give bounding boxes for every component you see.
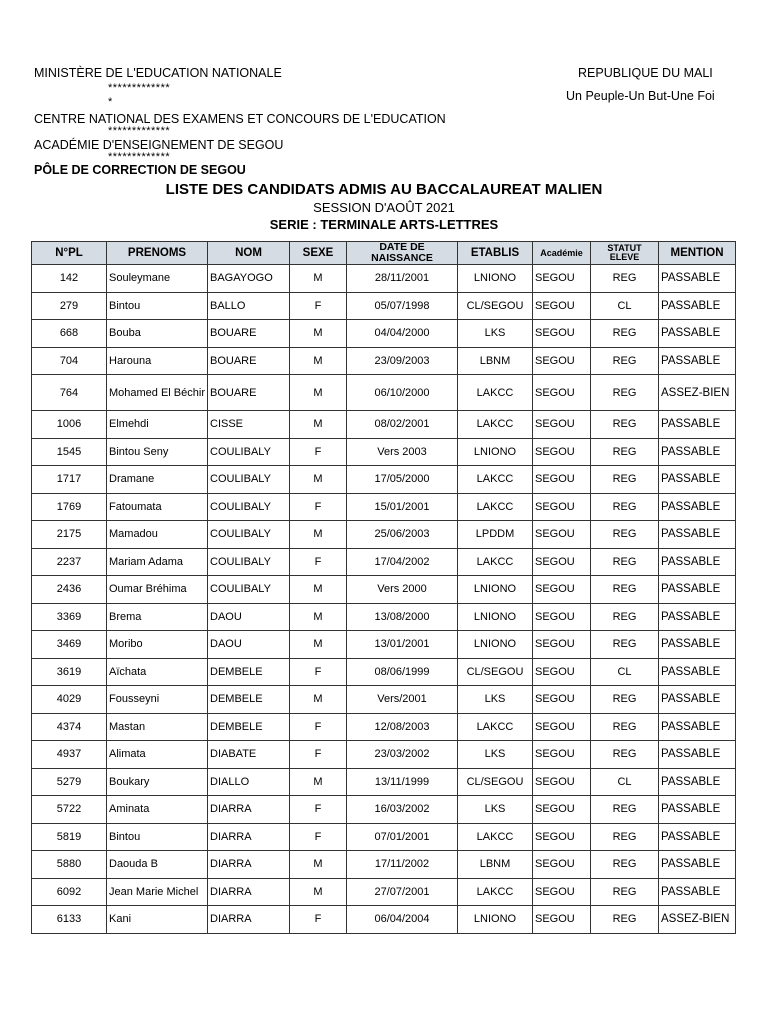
cell-etablis: LAKCC — [458, 493, 533, 521]
cell-prenom: Mariam Adama — [107, 548, 208, 576]
cell-prenom: Moribo — [107, 631, 208, 659]
cell-date: Vers 2000 — [347, 576, 458, 604]
cell-etablis: LKS — [458, 686, 533, 714]
cell-prenom: Mamadou — [107, 521, 208, 549]
cell-date: Vers 2003 — [347, 438, 458, 466]
table-row — [32, 796, 736, 824]
cell-npl: 279 — [32, 292, 107, 320]
cell-mention: PASSABLE — [659, 851, 736, 879]
cell-npl: 3369 — [32, 603, 107, 631]
cell-date: 12/08/2003 — [347, 713, 458, 741]
table-row — [32, 493, 736, 521]
table-row — [32, 823, 736, 851]
cell-mention: PASSABLE — [659, 603, 736, 631]
cell-etablis: LAKCC — [458, 466, 533, 494]
cell-mention: ASSEZ-BIEN — [659, 375, 736, 411]
cell-nom: COULIBALY — [208, 466, 290, 494]
cell-academie: SEGOU — [533, 631, 591, 659]
table-row — [32, 658, 736, 686]
cell-academie: SEGOU — [533, 548, 591, 576]
column-header: DATE DE NAISSANCE — [347, 242, 458, 265]
cell-npl: 4374 — [32, 713, 107, 741]
cell-prenom: Bintou — [107, 292, 208, 320]
cell-prenom: Alimata — [107, 741, 208, 769]
cell-date: 16/03/2002 — [347, 796, 458, 824]
cell-date: Vers/2001 — [347, 686, 458, 714]
candidates-table — [31, 241, 736, 934]
table-row — [32, 741, 736, 769]
cell-etablis: LAKCC — [458, 411, 533, 439]
cell-nom: DEMBELE — [208, 686, 290, 714]
cell-date: 05/07/1998 — [347, 292, 458, 320]
cell-npl: 1717 — [32, 466, 107, 494]
cell-prenom: Mohamed El Béchir — [107, 375, 208, 411]
cell-mention: PASSABLE — [659, 823, 736, 851]
cell-statut: REG — [591, 320, 659, 348]
cell-sexe: F — [290, 658, 347, 686]
cell-sexe: M — [290, 768, 347, 796]
cell-etablis: LAKCC — [458, 548, 533, 576]
cell-date: 23/03/2002 — [347, 741, 458, 769]
cell-mention: PASSABLE — [659, 878, 736, 906]
cell-academie: SEGOU — [533, 466, 591, 494]
cell-prenom: Bintou Seny — [107, 438, 208, 466]
cell-etablis: CL/SEGOU — [458, 768, 533, 796]
session-label: SESSION D'AOÛT 2021 — [313, 200, 455, 215]
cell-sexe: M — [290, 375, 347, 411]
cell-sexe: M — [290, 878, 347, 906]
cell-etablis: LAKCC — [458, 823, 533, 851]
cell-nom: DIABATE — [208, 741, 290, 769]
column-header: N°PL — [32, 242, 107, 265]
cell-nom: DAOU — [208, 631, 290, 659]
cell-npl: 704 — [32, 347, 107, 375]
cell-nom: BALLO — [208, 292, 290, 320]
table-row — [32, 548, 736, 576]
cell-nom: COULIBALY — [208, 576, 290, 604]
cell-sexe: M — [290, 521, 347, 549]
cell-mention: PASSABLE — [659, 576, 736, 604]
cell-date: 17/05/2000 — [347, 466, 458, 494]
cell-npl: 6092 — [32, 878, 107, 906]
cell-date: 27/07/2001 — [347, 878, 458, 906]
cell-npl: 764 — [32, 375, 107, 411]
cell-etablis: LBNM — [458, 347, 533, 375]
cell-etablis: LNIONO — [458, 603, 533, 631]
separator-stars: ************* — [108, 125, 171, 137]
cell-statut: REG — [591, 411, 659, 439]
column-header: PRENOMS — [107, 242, 208, 265]
table-row — [32, 851, 736, 879]
cell-academie: SEGOU — [533, 411, 591, 439]
cell-prenom: Jean Marie Michel — [107, 878, 208, 906]
cell-npl: 2175 — [32, 521, 107, 549]
cell-statut: REG — [591, 713, 659, 741]
cell-mention: PASSABLE — [659, 548, 736, 576]
table-row — [32, 906, 736, 934]
cell-etablis: CL/SEGOU — [458, 658, 533, 686]
table-row — [32, 603, 736, 631]
column-header: STATUT ELEVE — [591, 242, 659, 265]
serie-label: SERIE : TERMINALE ARTS-LETTRES — [269, 217, 499, 232]
cell-sexe: F — [290, 438, 347, 466]
separator-stars: ************* — [108, 151, 171, 163]
table-row — [32, 631, 736, 659]
cell-date: 23/09/2003 — [347, 347, 458, 375]
cell-npl: 1545 — [32, 438, 107, 466]
pole-name: PÔLE DE CORRECTION DE SEGOU — [34, 163, 246, 177]
table-row — [32, 375, 736, 411]
cell-npl: 4029 — [32, 686, 107, 714]
cell-npl: 668 — [32, 320, 107, 348]
table-row — [32, 768, 736, 796]
cell-sexe: M — [290, 320, 347, 348]
cell-sexe: F — [290, 741, 347, 769]
cell-date: 04/04/2000 — [347, 320, 458, 348]
cell-sexe: M — [290, 411, 347, 439]
cell-mention: PASSABLE — [659, 713, 736, 741]
cell-statut: CL — [591, 658, 659, 686]
cell-nom: DEMBELE — [208, 713, 290, 741]
cell-academie: SEGOU — [533, 686, 591, 714]
column-header: NOM — [208, 242, 290, 265]
cell-date: 13/08/2000 — [347, 603, 458, 631]
cell-prenom: Boukary — [107, 768, 208, 796]
cell-npl: 2436 — [32, 576, 107, 604]
cell-nom: BOUARE — [208, 375, 290, 411]
cell-mention: PASSABLE — [659, 347, 736, 375]
cell-nom: DIARRA — [208, 823, 290, 851]
cell-npl: 5279 — [32, 768, 107, 796]
cell-etablis: LNIONO — [458, 438, 533, 466]
cell-etablis: LNIONO — [458, 906, 533, 934]
cell-statut: REG — [591, 438, 659, 466]
cell-statut: REG — [591, 603, 659, 631]
cell-mention: PASSABLE — [659, 466, 736, 494]
table-row — [32, 265, 736, 293]
cell-etablis: LKS — [458, 741, 533, 769]
cell-npl: 3619 — [32, 658, 107, 686]
cell-academie: SEGOU — [533, 521, 591, 549]
cell-nom: COULIBALY — [208, 438, 290, 466]
cell-statut: REG — [591, 493, 659, 521]
cell-npl: 1006 — [32, 411, 107, 439]
cell-statut: REG — [591, 906, 659, 934]
cell-date: 28/11/2001 — [347, 265, 458, 293]
cell-sexe: F — [290, 823, 347, 851]
cell-npl: 1769 — [32, 493, 107, 521]
cell-etablis: LNIONO — [458, 576, 533, 604]
cell-npl: 4937 — [32, 741, 107, 769]
cell-etablis: LAKCC — [458, 375, 533, 411]
cell-npl: 5722 — [32, 796, 107, 824]
table-row — [32, 347, 736, 375]
cell-etablis: CL/SEGOU — [458, 292, 533, 320]
cell-academie: SEGOU — [533, 493, 591, 521]
cell-sexe: M — [290, 603, 347, 631]
column-header: Académie — [533, 242, 591, 265]
cell-nom: CISSE — [208, 411, 290, 439]
cell-statut: REG — [591, 265, 659, 293]
cell-statut: CL — [591, 292, 659, 320]
cell-date: 17/11/2002 — [347, 851, 458, 879]
cell-mention: PASSABLE — [659, 438, 736, 466]
national-motto: Un Peuple-Un But-Une Foi — [566, 89, 715, 103]
cell-etablis: LNIONO — [458, 631, 533, 659]
cell-sexe: F — [290, 796, 347, 824]
cell-statut: REG — [591, 741, 659, 769]
republic-name: REPUBLIQUE DU MALI — [578, 66, 713, 80]
cell-nom: COULIBALY — [208, 548, 290, 576]
cell-nom: DIARRA — [208, 851, 290, 879]
separator-star: * — [108, 96, 113, 108]
cell-date: 08/02/2001 — [347, 411, 458, 439]
table-row — [32, 438, 736, 466]
cell-mention: PASSABLE — [659, 796, 736, 824]
cell-prenom: Bintou — [107, 823, 208, 851]
cell-etablis: LKS — [458, 796, 533, 824]
cell-academie: SEGOU — [533, 741, 591, 769]
cell-mention: PASSABLE — [659, 768, 736, 796]
cell-statut: REG — [591, 521, 659, 549]
cell-prenom: Bouba — [107, 320, 208, 348]
cell-sexe: M — [290, 686, 347, 714]
academie-name: ACADÉMIE D'ENSEIGNEMENT DE SEGOU — [34, 138, 284, 152]
cell-academie: SEGOU — [533, 851, 591, 879]
cell-prenom: Oumar Bréhima — [107, 576, 208, 604]
ministry-name: MINISTÈRE DE L'EDUCATION NATIONALE — [34, 66, 282, 80]
cell-etablis: LPDDM — [458, 521, 533, 549]
cell-date: 17/04/2002 — [347, 548, 458, 576]
table-row — [32, 292, 736, 320]
cell-statut: REG — [591, 796, 659, 824]
cell-date: 15/01/2001 — [347, 493, 458, 521]
cell-academie: SEGOU — [533, 796, 591, 824]
cell-nom: DIARRA — [208, 906, 290, 934]
cell-etablis: LBNM — [458, 851, 533, 879]
cell-academie: SEGOU — [533, 292, 591, 320]
cell-date: 13/01/2001 — [347, 631, 458, 659]
cell-prenom: Daouda B — [107, 851, 208, 879]
cell-prenom: Aminata — [107, 796, 208, 824]
cell-date: 06/10/2000 — [347, 375, 458, 411]
centre-name: CENTRE NATIONAL DES EXAMENS ET CONCOURS DE L'EDUCATION — [34, 112, 446, 126]
cell-nom: BOUARE — [208, 320, 290, 348]
cell-prenom: Dramane — [107, 466, 208, 494]
cell-sexe: F — [290, 493, 347, 521]
cell-sexe: F — [290, 548, 347, 576]
table-header-row — [32, 242, 736, 265]
cell-nom: DIARRA — [208, 878, 290, 906]
cell-nom: DAOU — [208, 603, 290, 631]
cell-nom: DIARRA — [208, 796, 290, 824]
cell-statut: REG — [591, 576, 659, 604]
column-header: SEXE — [290, 242, 347, 265]
cell-mention: PASSABLE — [659, 265, 736, 293]
cell-mention: PASSABLE — [659, 320, 736, 348]
cell-academie: SEGOU — [533, 768, 591, 796]
cell-nom: DEMBELE — [208, 658, 290, 686]
cell-statut: REG — [591, 466, 659, 494]
cell-npl: 6133 — [32, 906, 107, 934]
cell-etablis: LNIONO — [458, 265, 533, 293]
table-row — [32, 320, 736, 348]
cell-mention: PASSABLE — [659, 631, 736, 659]
cell-mention: PASSABLE — [659, 521, 736, 549]
cell-academie: SEGOU — [533, 438, 591, 466]
cell-statut: REG — [591, 851, 659, 879]
cell-statut: REG — [591, 631, 659, 659]
cell-mention: PASSABLE — [659, 411, 736, 439]
cell-sexe: M — [290, 347, 347, 375]
cell-statut: REG — [591, 548, 659, 576]
cell-date: 07/01/2001 — [347, 823, 458, 851]
cell-prenom: Kani — [107, 906, 208, 934]
cell-academie: SEGOU — [533, 713, 591, 741]
cell-statut: REG — [591, 347, 659, 375]
column-header: MENTION — [659, 242, 736, 265]
cell-statut: REG — [591, 878, 659, 906]
cell-academie: SEGOU — [533, 347, 591, 375]
table-row — [32, 521, 736, 549]
table-row — [32, 878, 736, 906]
cell-academie: SEGOU — [533, 265, 591, 293]
table-row — [32, 576, 736, 604]
cell-prenom: Mastan — [107, 713, 208, 741]
cell-sexe: M — [290, 466, 347, 494]
cell-academie: SEGOU — [533, 320, 591, 348]
cell-etablis: LKS — [458, 320, 533, 348]
cell-prenom: Fatoumata — [107, 493, 208, 521]
table-row — [32, 411, 736, 439]
cell-statut: REG — [591, 686, 659, 714]
cell-etablis: LAKCC — [458, 713, 533, 741]
cell-mention: PASSABLE — [659, 292, 736, 320]
cell-academie: SEGOU — [533, 375, 591, 411]
cell-sexe: M — [290, 265, 347, 293]
cell-prenom: Aïchata — [107, 658, 208, 686]
cell-sexe: F — [290, 713, 347, 741]
table-row — [32, 686, 736, 714]
cell-npl: 142 — [32, 265, 107, 293]
cell-npl: 2237 — [32, 548, 107, 576]
cell-statut: REG — [591, 823, 659, 851]
cell-sexe: M — [290, 851, 347, 879]
column-header: ETABLIS — [458, 242, 533, 265]
cell-mention: ASSEZ-BIEN — [659, 906, 736, 934]
cell-sexe: F — [290, 906, 347, 934]
cell-academie: SEGOU — [533, 658, 591, 686]
document-title: LISTE DES CANDIDATS ADMIS AU BACCALAUREAT MALIEN — [165, 181, 603, 198]
cell-sexe: F — [290, 292, 347, 320]
table-row — [32, 466, 736, 494]
cell-prenom: Harouna — [107, 347, 208, 375]
cell-npl: 5880 — [32, 851, 107, 879]
cell-date: 25/06/2003 — [347, 521, 458, 549]
cell-etablis: LAKCC — [458, 878, 533, 906]
cell-prenom: Elmehdi — [107, 411, 208, 439]
cell-academie: SEGOU — [533, 906, 591, 934]
cell-mention: PASSABLE — [659, 658, 736, 686]
cell-academie: SEGOU — [533, 576, 591, 604]
cell-nom: DIALLO — [208, 768, 290, 796]
cell-sexe: M — [290, 631, 347, 659]
cell-nom: BOUARE — [208, 347, 290, 375]
cell-mention: PASSABLE — [659, 493, 736, 521]
cell-statut: CL — [591, 768, 659, 796]
cell-academie: SEGOU — [533, 823, 591, 851]
cell-statut: REG — [591, 375, 659, 411]
cell-mention: PASSABLE — [659, 686, 736, 714]
cell-date: 08/06/1999 — [347, 658, 458, 686]
table-row — [32, 713, 736, 741]
cell-npl: 5819 — [32, 823, 107, 851]
cell-mention: PASSABLE — [659, 741, 736, 769]
separator-stars: ************* — [108, 82, 171, 94]
cell-nom: COULIBALY — [208, 521, 290, 549]
cell-nom: BAGAYOGO — [208, 265, 290, 293]
cell-academie: SEGOU — [533, 878, 591, 906]
cell-prenom: Souleymane — [107, 265, 208, 293]
cell-prenom: Fousseyni — [107, 686, 208, 714]
cell-npl: 3469 — [32, 631, 107, 659]
cell-sexe: M — [290, 576, 347, 604]
cell-date: 06/04/2004 — [347, 906, 458, 934]
cell-date: 13/11/1999 — [347, 768, 458, 796]
cell-nom: COULIBALY — [208, 493, 290, 521]
cell-prenom: Brema — [107, 603, 208, 631]
cell-academie: SEGOU — [533, 603, 591, 631]
